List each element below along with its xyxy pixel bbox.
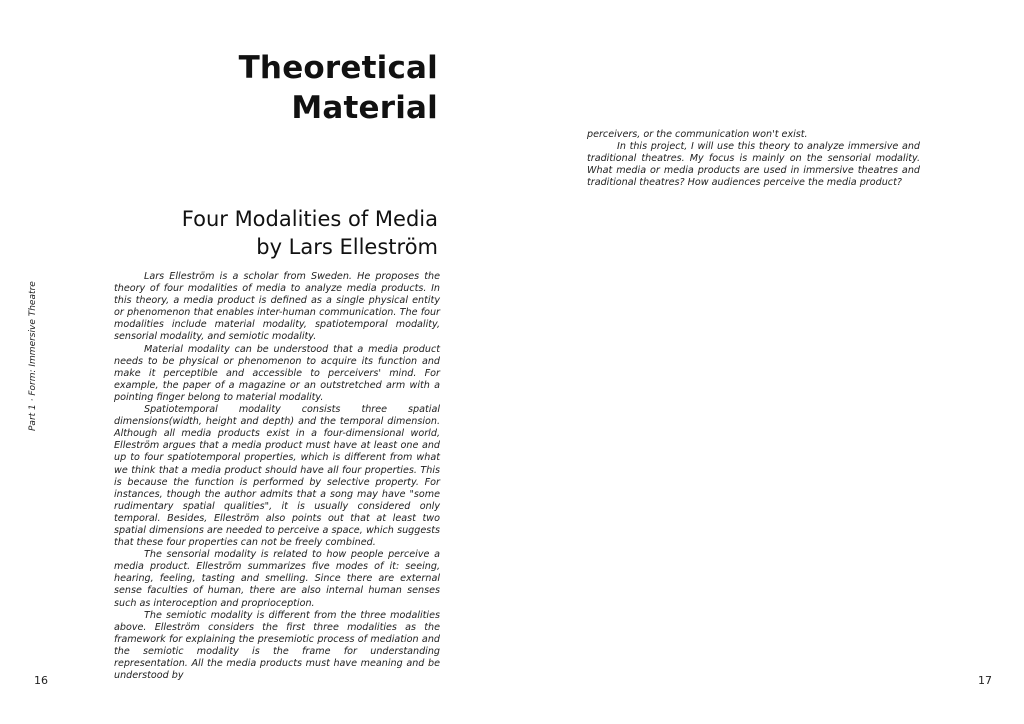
left-body-text: [114, 271, 440, 682]
section-heading-line: Four Modalities of Media: [181, 207, 438, 231]
running-section-label: Part 1 · Form: Immersive Theatre: [28, 281, 38, 431]
paragraph: Material modality can be understood that a media product needs to be physical or phenomenon to acquire its function and make it perceptible and accessible to perceivers' mind. For example, the paper of a magazine or an outstretched arm with a pointing finger belong to material modality.: [114, 343, 440, 403]
paragraph: Lars Elleström is a scholar from Sweden. He proposes the theory of four modalities of media to analyze media products. In this theory, a media product is defined as a single physical entity or phenomenon that enables inter-human communication. The four modalities include material modality, spatiotemporal modality, sensorial modality, and semiotic modality.: [114, 271, 440, 343]
page-number-right: 17: [978, 674, 992, 687]
paragraph: Spatiotemporal modality consists three spatial dimensions(width, height and depth) and the temporal dimension. Although all media products exist in a four-dimensional world, Elleström argues that a media product must have at least one and up to four spatiotemporal properties, which is different from what we think that a media product should have all four properties. This is because the function is performed by selective property. For instances, though the author admits that a song may have "some rudimentary spatial qualities", it is usually considered only temporal. Besides, Elleström also points out that at least two spatial dimensions are needed to perceive a space, which suggests that these four properties can not be freely combined.: [114, 404, 440, 549]
paragraph: The semiotic modality is different from the three modalities above. Elleström considers the first three modalities as the framework for explaining the presemiotic process of mediation and the semiotic modality is the frame for understanding representation. All the media products must have meaning and be understood by: [114, 609, 440, 682]
page-title: [118, 48, 438, 128]
section-heading-line: by Lars Elleström: [256, 235, 438, 259]
paragraph: In this project, I will use this theory to analyze immersive and traditional theatres. My focus is mainly on the sensorial modality. What media or media products are used in immersive theatres and traditional theatres? How audiences perceive the media product?: [587, 141, 920, 189]
section-heading: [108, 205, 438, 261]
paragraph: perceivers, or the communication won't exist.: [587, 129, 808, 140]
page-number-left: 16: [34, 674, 48, 687]
title-line: Theoretical: [238, 50, 438, 86]
right-body-text: [587, 129, 920, 189]
paragraph: The sensorial modality is related to how people perceive a media product. Elleström summarizes five modes of it: seeing, hearing, feeling, tasting and smelling. Since there are external sense faculties of human, there are also internal human senses such as interoception and proprioception.: [114, 549, 440, 609]
title-line: Material: [291, 90, 438, 126]
